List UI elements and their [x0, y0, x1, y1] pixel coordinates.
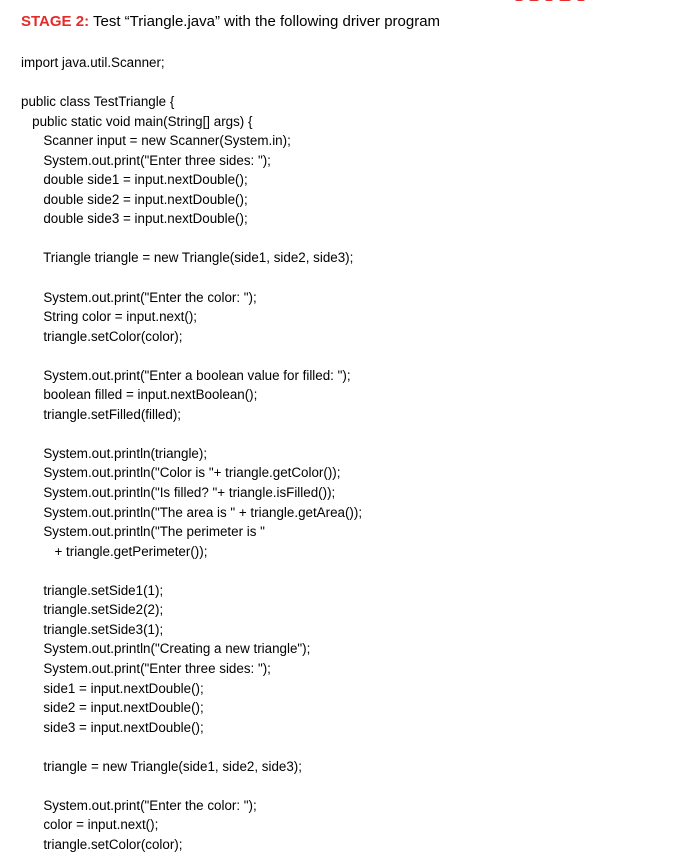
code-line: System.out.print("Enter three sides: "); — [21, 152, 271, 168]
code-line: System.out.println("Creating a new triangle"); — [21, 641, 311, 657]
code-line: double side1 = input.nextDouble(); — [21, 172, 248, 188]
code-line: triangle.setColor(color); — [21, 836, 183, 852]
code-line — [21, 776, 362, 796]
code-line — [21, 561, 362, 581]
code-line: System.out.print("Enter the color: "); — [21, 289, 257, 305]
code-line: String color = input.next(); — [21, 309, 198, 325]
code-line: color = input.next(); — [21, 817, 159, 833]
code-line — [21, 424, 362, 444]
code-line: double side2 = input.nextDouble(); — [21, 191, 248, 207]
code-line: boolean filled = input.nextBoolean(); — [21, 387, 258, 403]
stage-heading — [21, 12, 440, 32]
code-line: System.out.print("Enter three sides: "); — [21, 660, 271, 676]
stage-title: Test “Triangle.java” with the following driver program — [89, 13, 441, 30]
code-line: System.out.println("Is filled? "+ triangle.isFilled()); — [21, 485, 336, 501]
code-line: + triangle.getPerimeter()); — [21, 543, 208, 559]
code-line: side3 = input.nextDouble(); — [21, 719, 204, 735]
code-line: System.out.print("Enter the color: "); — [21, 797, 257, 813]
stage-label: STAGE 2: — [21, 13, 90, 30]
code-line: System.out.println("The area is " + triangle.getArea()); — [21, 504, 363, 520]
code-line: import java.util.Scanner; — [21, 55, 165, 70]
code-line: triangle.setColor(color); — [21, 328, 183, 344]
code-line: side1 = input.nextDouble(); — [21, 680, 204, 696]
code-line — [21, 346, 362, 366]
code-line: Scanner input = new Scanner(System.in); — [21, 133, 291, 149]
code-line: public class TestTriangle { — [21, 94, 175, 110]
code-line: Triangle triangle = new Triangle(side1, side2, side3); — [21, 250, 354, 266]
code-line: triangle.setSide3(1); — [21, 621, 164, 637]
code-line — [21, 229, 362, 249]
code-line — [21, 737, 362, 757]
code-line: System.out.println("The perimeter is " — [21, 524, 265, 540]
driver-program-code — [21, 53, 362, 854]
code-line: triangle.setFilled(filled); — [21, 406, 182, 422]
code-line: triangle.setSide2(2); — [21, 602, 164, 618]
code-line: System.out.println("Color is "+ triangle.getColor()); — [21, 465, 341, 481]
code-line: System.out.print("Enter a boolean value for filled: "); — [21, 367, 351, 383]
code-line — [21, 268, 362, 288]
code-line: triangle = new Triangle(side1, side2, side3); — [21, 758, 302, 774]
code-line: double side3 = input.nextDouble(); — [21, 211, 248, 227]
code-line: triangle.setSide1(1); — [21, 582, 164, 598]
code-line: System.out.println(triangle); — [21, 445, 208, 461]
code-line — [21, 73, 362, 93]
code-line: public static void main(String[] args) { — [21, 113, 253, 129]
code-line: side2 = input.nextDouble(); — [21, 700, 204, 716]
top-edge-decoration — [515, 0, 595, 4]
